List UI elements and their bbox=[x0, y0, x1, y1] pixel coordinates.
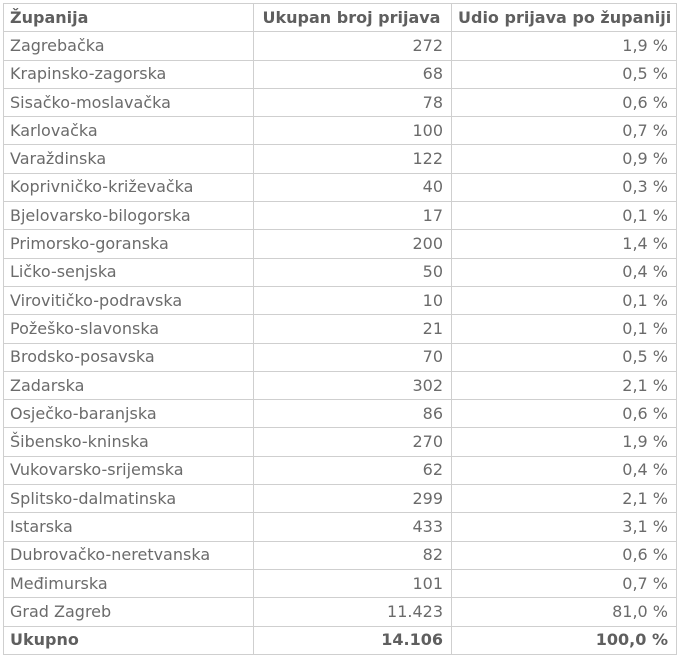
table-row bbox=[4, 117, 677, 145]
applications-count: 78 bbox=[254, 88, 452, 116]
applications-share: 0,9 % bbox=[452, 145, 677, 173]
county-name: Ličko-senjska bbox=[4, 258, 254, 286]
applications-share: 0,3 % bbox=[452, 173, 677, 201]
applications-count: 100 bbox=[254, 117, 452, 145]
table-row bbox=[4, 400, 677, 428]
applications-share: 1,9 % bbox=[452, 32, 677, 60]
total-applications-share: 100,0 % bbox=[452, 626, 677, 654]
applications-share: 0,1 % bbox=[452, 315, 677, 343]
county-name: Osječko-baranjska bbox=[4, 400, 254, 428]
county-name: Dubrovačko-neretvanska bbox=[4, 541, 254, 569]
applications-count: 11.423 bbox=[254, 598, 452, 626]
table-row bbox=[4, 428, 677, 456]
applications-count: 200 bbox=[254, 230, 452, 258]
table-row bbox=[4, 230, 677, 258]
table-row bbox=[4, 286, 677, 314]
county-name: Krapinsko-zagorska bbox=[4, 60, 254, 88]
applications-count: 299 bbox=[254, 485, 452, 513]
table-row bbox=[4, 202, 677, 230]
table-row bbox=[4, 598, 677, 626]
county-name: Grad Zagreb bbox=[4, 598, 254, 626]
table-row bbox=[4, 145, 677, 173]
applications-count: 270 bbox=[254, 428, 452, 456]
county-name: Splitsko-dalmatinska bbox=[4, 485, 254, 513]
county-name: Varaždinska bbox=[4, 145, 254, 173]
applications-share: 0,5 % bbox=[452, 343, 677, 371]
county-name: Primorsko-goranska bbox=[4, 230, 254, 258]
table-row bbox=[4, 32, 677, 60]
header-row bbox=[4, 4, 677, 32]
applications-count: 40 bbox=[254, 173, 452, 201]
county-name: Šibensko-kninska bbox=[4, 428, 254, 456]
applications-share: 1,4 % bbox=[452, 230, 677, 258]
county-name: Požeško-slavonska bbox=[4, 315, 254, 343]
table-row bbox=[4, 371, 677, 399]
table-row bbox=[4, 485, 677, 513]
county-name: Virovitičko-podravska bbox=[4, 286, 254, 314]
applications-count: 101 bbox=[254, 569, 452, 597]
county-applications-table bbox=[3, 3, 677, 655]
applications-share: 0,4 % bbox=[452, 456, 677, 484]
total-applications-count: 14.106 bbox=[254, 626, 452, 654]
applications-count: 70 bbox=[254, 343, 452, 371]
applications-share: 0,4 % bbox=[452, 258, 677, 286]
table-row bbox=[4, 258, 677, 286]
applications-share: 0,5 % bbox=[452, 60, 677, 88]
applications-share: 81,0 % bbox=[452, 598, 677, 626]
table-row bbox=[4, 60, 677, 88]
header-share-by-county: Udio prijava po županiji bbox=[452, 4, 677, 32]
county-name: Brodsko-posavska bbox=[4, 343, 254, 371]
county-name: Zagrebačka bbox=[4, 32, 254, 60]
applications-count: 82 bbox=[254, 541, 452, 569]
county-name: Istarska bbox=[4, 513, 254, 541]
county-name: Sisačko-moslavačka bbox=[4, 88, 254, 116]
applications-count: 10 bbox=[254, 286, 452, 314]
header-county: Županija bbox=[4, 4, 254, 32]
applications-count: 68 bbox=[254, 60, 452, 88]
applications-share: 0,1 % bbox=[452, 286, 677, 314]
applications-share: 3,1 % bbox=[452, 513, 677, 541]
applications-count: 62 bbox=[254, 456, 452, 484]
applications-count: 86 bbox=[254, 400, 452, 428]
applications-share: 2,1 % bbox=[452, 371, 677, 399]
total-row bbox=[4, 626, 677, 654]
applications-share: 0,6 % bbox=[452, 400, 677, 428]
applications-count: 21 bbox=[254, 315, 452, 343]
applications-share: 0,6 % bbox=[452, 541, 677, 569]
applications-count: 50 bbox=[254, 258, 452, 286]
applications-share: 2,1 % bbox=[452, 485, 677, 513]
applications-count: 302 bbox=[254, 371, 452, 399]
table-row bbox=[4, 569, 677, 597]
applications-count: 122 bbox=[254, 145, 452, 173]
total-label: Ukupno bbox=[4, 626, 254, 654]
county-name: Karlovačka bbox=[4, 117, 254, 145]
applications-share: 0,7 % bbox=[452, 117, 677, 145]
table-row bbox=[4, 173, 677, 201]
applications-count: 433 bbox=[254, 513, 452, 541]
table-row bbox=[4, 343, 677, 371]
county-name: Koprivničko-križevačka bbox=[4, 173, 254, 201]
applications-share: 1,9 % bbox=[452, 428, 677, 456]
applications-share: 0,7 % bbox=[452, 569, 677, 597]
table-body bbox=[4, 32, 677, 655]
table-row bbox=[4, 456, 677, 484]
applications-share: 0,1 % bbox=[452, 202, 677, 230]
county-name: Međimurska bbox=[4, 569, 254, 597]
header-total-applications: Ukupan broj prijava bbox=[254, 4, 452, 32]
table-row bbox=[4, 541, 677, 569]
county-name: Zadarska bbox=[4, 371, 254, 399]
table-row bbox=[4, 88, 677, 116]
county-name: Bjelovarsko-bilogorska bbox=[4, 202, 254, 230]
table-header bbox=[4, 4, 677, 32]
table-row bbox=[4, 513, 677, 541]
applications-count: 17 bbox=[254, 202, 452, 230]
county-name: Vukovarsko-srijemska bbox=[4, 456, 254, 484]
applications-count: 272 bbox=[254, 32, 452, 60]
table-row bbox=[4, 315, 677, 343]
applications-share: 0,6 % bbox=[452, 88, 677, 116]
